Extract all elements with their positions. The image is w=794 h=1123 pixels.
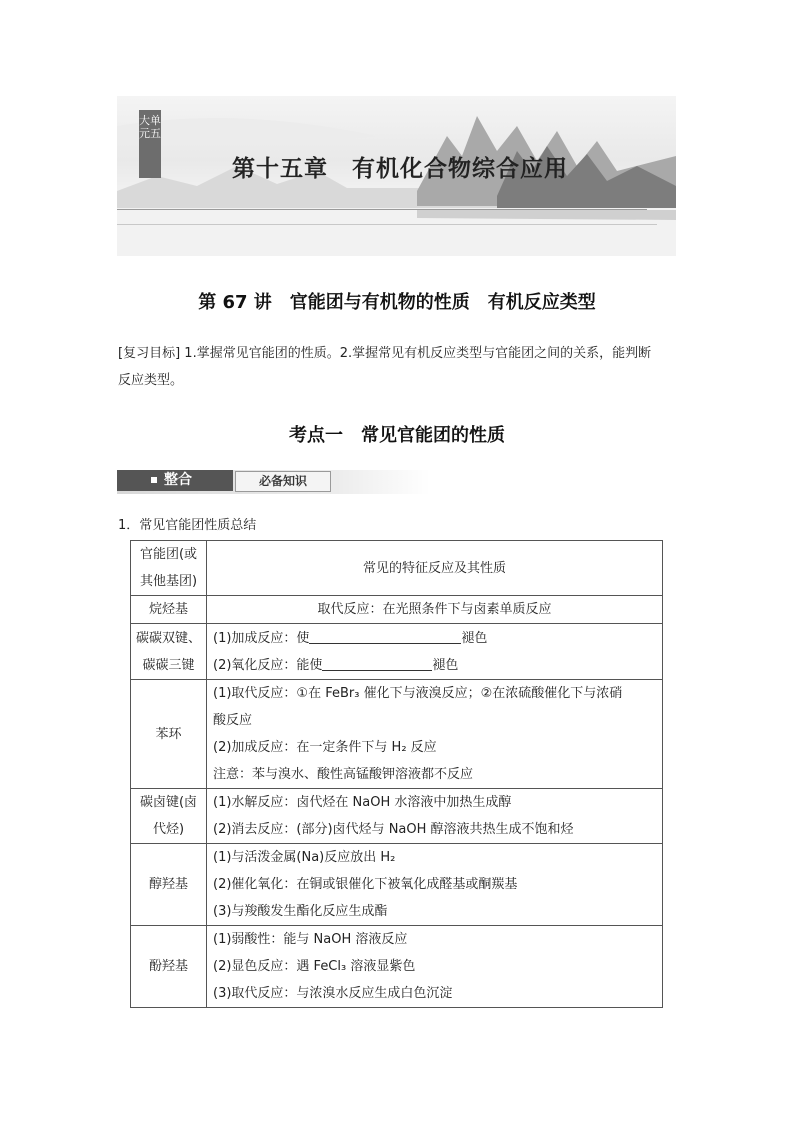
- table-row: [131, 680, 663, 789]
- banner-rule-secondary: [117, 224, 657, 225]
- reaction-alcohol-hydroxyl: (1)与活泼金属(Na)反应放出 H₂ (2)催化氧化：在铜或银催化下被氧化成醛基或酮羰基 (3)与羧酸发生酯化反应生成酯: [207, 844, 663, 926]
- group-carbon-halogen: 碳卤键(卤 代烃): [131, 789, 207, 844]
- table-header-row: [131, 541, 663, 596]
- functional-group-table: [130, 540, 663, 1008]
- group-benzene: 苯环: [131, 680, 207, 789]
- header-group-cell: 官能团(或 其他基团): [131, 541, 207, 596]
- group-alcohol-hydroxyl: 醇羟基: [131, 844, 207, 926]
- fill-blank: [322, 656, 432, 671]
- reaction-phenol-hydroxyl: (1)弱酸性：能与 NaOH 溶液反应 (2)显色反应：遇 FeCl₃ 溶液显紫色 (3)取代反应：与浓溴水反应生成白色沉淀: [207, 926, 663, 1008]
- table-row: [131, 624, 663, 680]
- table-row: [131, 926, 663, 1008]
- review-goals-text: 1.掌握常见官能团的性质。2.掌握常见有机反应类型与官能团之间的关系，能判断反应类型。: [118, 346, 652, 388]
- table-row: [131, 844, 663, 926]
- banner-rule: [117, 209, 647, 210]
- review-goals-label: [复习目标]: [118, 346, 181, 361]
- lecture-title: 第 67 讲 官能团与有机物的性质 有机反应类型: [198, 292, 596, 313]
- header-reaction-cell: 常见的特征反应及其性质: [207, 541, 663, 596]
- square-bullet-icon: [151, 477, 157, 483]
- table-row: [131, 596, 663, 624]
- tab-essential-knowledge: 必备知识: [235, 471, 331, 492]
- review-goals: [118, 340, 663, 394]
- tab-integration: 整合: [117, 470, 233, 491]
- reaction-benzene: (1)取代反应：①在 FeBr₃ 催化下与液溴反应；②在浓硫酸催化下与浓硝 酸反应 (2)加成反应：在一定条件下与 H₂ 反应 注意：苯与溴水、酸性高锰酸钾溶液都不反应: [207, 680, 663, 789]
- section-title: 考点一 常见官能团的性质: [289, 425, 505, 446]
- reaction-alkyl: 取代反应：在光照条件下与卤素单质反应: [207, 596, 663, 624]
- group-alkyl: 烷烃基: [131, 596, 207, 624]
- fill-blank: [309, 629, 461, 644]
- group-double-triple-bond: 碳碳双键、 碳碳三键: [131, 624, 207, 680]
- reaction-carbon-halogen: (1)水解反应：卤代烃在 NaOH 水溶液中加热生成醇 (2)消去反应：(部分)卤代烃与 NaOH 醇溶液共热生成不饱和烃: [207, 789, 663, 844]
- chapter-title: 第十五章 有机化合物综合应用: [232, 156, 568, 182]
- reaction-double-triple-bond: (1)加成反应：使 褪色 (2)氧化反应：能使 褪色: [207, 624, 663, 680]
- list-heading: 1．常见官能团性质总结: [118, 518, 257, 533]
- group-phenol-hydroxyl: 酚羟基: [131, 926, 207, 1008]
- table-row: [131, 789, 663, 844]
- unit-tag: 大单元五: [139, 110, 161, 178]
